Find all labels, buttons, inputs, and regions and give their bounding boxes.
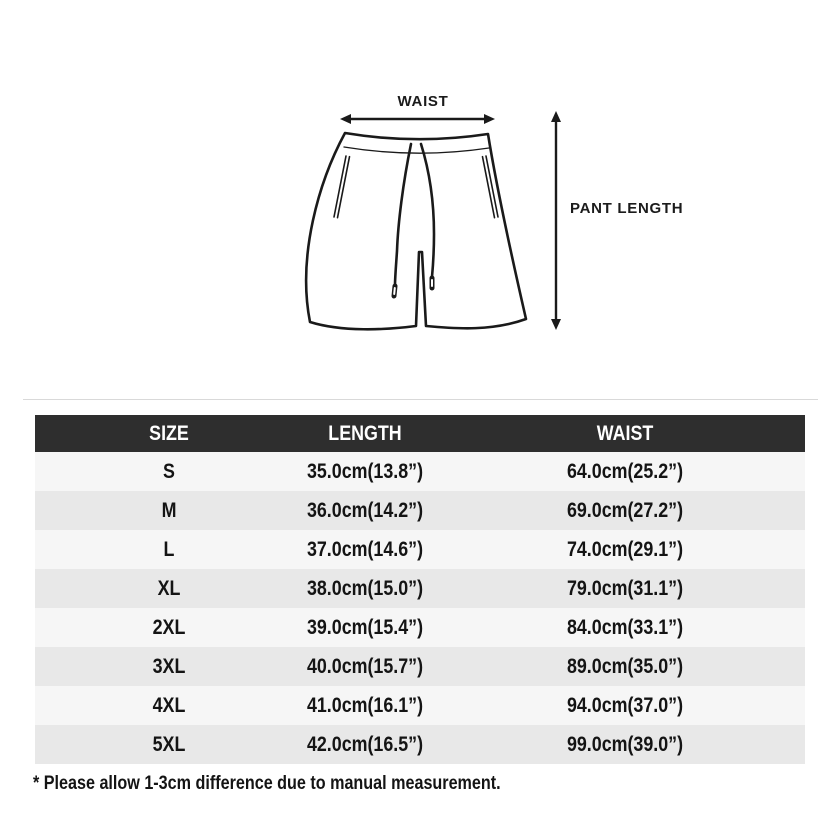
table-row (35, 725, 805, 764)
table-row (35, 647, 805, 686)
size-cell: 5XL (152, 732, 186, 756)
waist-cell: 89.0cm(35.0”) (566, 654, 684, 678)
waist-dimension-label: WAIST (397, 93, 449, 110)
shorts-illustration (306, 133, 526, 329)
table-row (35, 608, 805, 647)
size-cell: S (163, 459, 175, 483)
waist-cell: 69.0cm(27.2”) (566, 498, 684, 522)
length-cell: 35.0cm(13.8”) (306, 459, 424, 483)
divider-line (23, 399, 818, 400)
size-cell: 4XL (152, 693, 186, 717)
table-row (35, 452, 805, 491)
length-cell: 36.0cm(14.2”) (306, 498, 424, 522)
size-cell: 3XL (152, 654, 186, 678)
size-cell: 2XL (152, 615, 186, 639)
length-cell: 38.0cm(15.0”) (306, 576, 424, 600)
length-cell: 41.0cm(16.1”) (306, 693, 424, 717)
waist-cell: 74.0cm(29.1”) (566, 537, 684, 561)
table-header-row (35, 415, 805, 452)
size-cell: XL (157, 576, 181, 600)
table-row (35, 569, 805, 608)
table-row (35, 491, 805, 530)
length-cell: 42.0cm(16.5”) (306, 732, 424, 756)
waist-cell: 79.0cm(31.1”) (566, 576, 684, 600)
pant-length-dimension-label: PANT LENGTH (570, 200, 684, 217)
waist-arrow-icon (340, 114, 495, 124)
waist-cell: 99.0cm(39.0”) (566, 732, 684, 756)
size-table (35, 415, 805, 764)
waist-cell: 94.0cm(37.0”) (566, 693, 684, 717)
measurement-note: * Please allow 1-3cm difference due to manual measurement. (33, 773, 501, 794)
column-header-length: LENGTH (328, 421, 402, 445)
length-cell: 37.0cm(14.6”) (306, 537, 424, 561)
waist-cell: 84.0cm(33.1”) (566, 615, 684, 639)
table-row (35, 686, 805, 725)
column-header-size: SIZE (149, 421, 189, 445)
size-cell: L (163, 537, 175, 561)
length-cell: 39.0cm(15.4”) (306, 615, 424, 639)
length-cell: 40.0cm(15.7”) (306, 654, 424, 678)
column-header-waist: WAIST (596, 421, 654, 445)
size-cell: M (161, 498, 177, 522)
table-row (35, 530, 805, 569)
waist-cell: 64.0cm(25.2”) (566, 459, 684, 483)
pant-length-arrow-icon (551, 111, 561, 330)
